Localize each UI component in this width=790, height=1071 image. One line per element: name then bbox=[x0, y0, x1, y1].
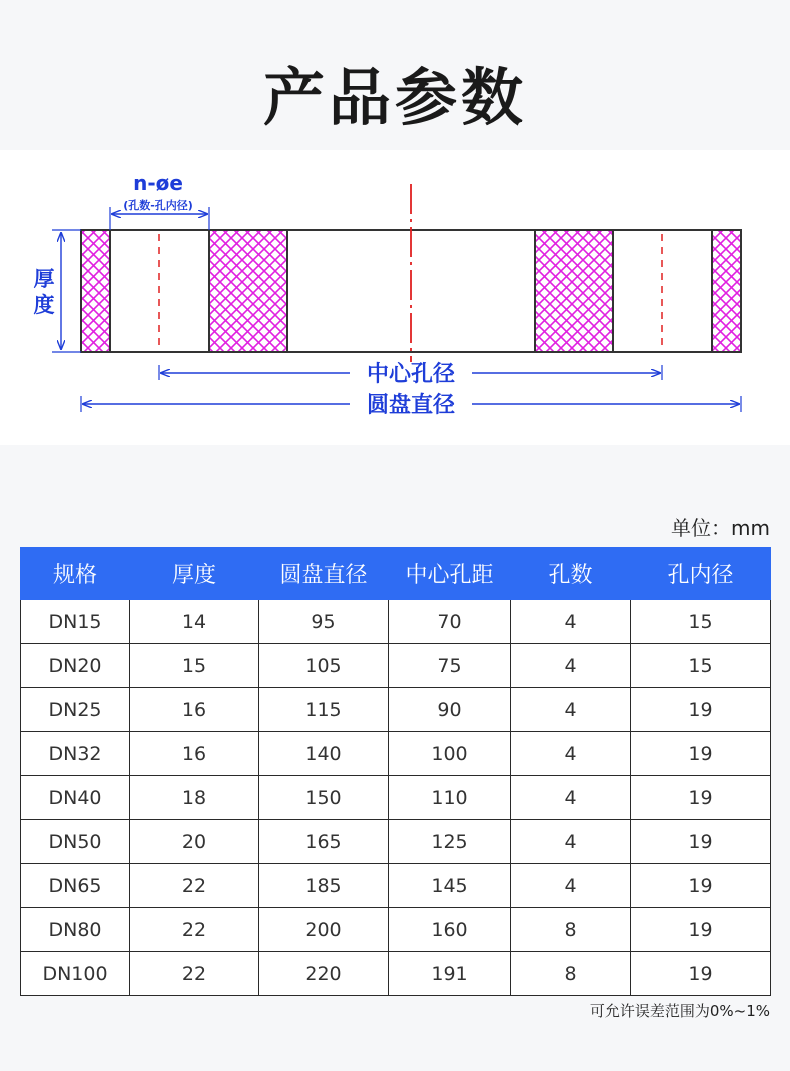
cell-spec: DN15 bbox=[21, 600, 130, 644]
table-row bbox=[21, 776, 771, 820]
flange-diagram bbox=[0, 150, 790, 445]
cell-thickness: 18 bbox=[130, 776, 259, 820]
table-row bbox=[21, 952, 771, 996]
cell-disc-diameter: 95 bbox=[259, 600, 389, 644]
cell-center-hole-distance: 110 bbox=[389, 776, 511, 820]
cell-hole-count: 8 bbox=[511, 952, 631, 996]
cell-hole-count: 4 bbox=[511, 732, 631, 776]
cell-thickness: 20 bbox=[130, 820, 259, 864]
cell-hole-count: 4 bbox=[511, 688, 631, 732]
cell-spec: DN25 bbox=[21, 688, 130, 732]
disc-diameter-label: 圆盘直径 bbox=[366, 393, 456, 418]
cell-hole-inner-diameter: 19 bbox=[631, 952, 771, 996]
header-hole-count: 孔数 bbox=[511, 548, 631, 600]
cell-disc-diameter: 115 bbox=[259, 688, 389, 732]
header-center-hole-distance: 中心孔距 bbox=[389, 548, 511, 600]
thickness-label-2: 度 bbox=[33, 293, 55, 317]
cell-spec: DN20 bbox=[21, 644, 130, 688]
cell-hole-inner-diameter: 19 bbox=[631, 864, 771, 908]
cell-disc-diameter: 140 bbox=[259, 732, 389, 776]
center-hole-label: 中心孔径 bbox=[366, 362, 456, 387]
cell-spec: DN40 bbox=[21, 776, 130, 820]
cell-disc-diameter: 150 bbox=[259, 776, 389, 820]
spec-table-header bbox=[21, 548, 771, 600]
table-row bbox=[21, 864, 771, 908]
cell-thickness: 16 bbox=[130, 732, 259, 776]
cell-spec: DN65 bbox=[21, 864, 130, 908]
table-row bbox=[21, 908, 771, 952]
cell-disc-diameter: 220 bbox=[259, 952, 389, 996]
cell-hole-count: 4 bbox=[511, 864, 631, 908]
cell-disc-diameter: 200 bbox=[259, 908, 389, 952]
header-disc-diameter: 圆盘直径 bbox=[259, 548, 389, 600]
cell-center-hole-distance: 100 bbox=[389, 732, 511, 776]
cell-thickness: 15 bbox=[130, 644, 259, 688]
cell-hole-inner-diameter: 15 bbox=[631, 600, 771, 644]
cell-spec: DN100 bbox=[21, 952, 130, 996]
header-hole-inner-diameter: 孔内径 bbox=[631, 548, 771, 600]
cell-center-hole-distance: 75 bbox=[389, 644, 511, 688]
cell-hole-inner-diameter: 19 bbox=[631, 908, 771, 952]
table-row bbox=[21, 732, 771, 776]
cell-center-hole-distance: 70 bbox=[389, 600, 511, 644]
flange-cross-section-svg bbox=[0, 150, 790, 445]
cell-thickness: 14 bbox=[130, 600, 259, 644]
hatch-section-right-outer bbox=[712, 230, 741, 352]
header-thickness: 厚度 bbox=[130, 548, 259, 600]
hole-label: n-øe bbox=[133, 171, 183, 195]
cell-hole-inner-diameter: 15 bbox=[631, 644, 771, 688]
hatch-section-left-inner bbox=[209, 230, 287, 352]
cell-center-hole-distance: 191 bbox=[389, 952, 511, 996]
cell-thickness: 16 bbox=[130, 688, 259, 732]
hatch-section-left-outer bbox=[81, 230, 110, 352]
cell-thickness: 22 bbox=[130, 952, 259, 996]
cell-center-hole-distance: 160 bbox=[389, 908, 511, 952]
thickness-label-1: 厚 bbox=[33, 267, 55, 291]
cell-hole-inner-diameter: 19 bbox=[631, 732, 771, 776]
cell-spec: DN50 bbox=[21, 820, 130, 864]
cell-hole-count: 4 bbox=[511, 600, 631, 644]
page-title: 产品参数 bbox=[262, 61, 527, 134]
cell-hole-count: 4 bbox=[511, 820, 631, 864]
cell-hole-inner-diameter: 19 bbox=[631, 776, 771, 820]
table-row bbox=[21, 600, 771, 644]
unit-label: 单位：mm bbox=[671, 516, 770, 540]
cell-center-hole-distance: 90 bbox=[389, 688, 511, 732]
header-spec: 规格 bbox=[21, 548, 130, 600]
tolerance-note: 可允许误差范围为0%~1% bbox=[589, 1002, 770, 1020]
cell-thickness: 22 bbox=[130, 864, 259, 908]
table-row bbox=[21, 644, 771, 688]
cell-hole-count: 4 bbox=[511, 644, 631, 688]
cell-spec: DN32 bbox=[21, 732, 130, 776]
cell-disc-diameter: 105 bbox=[259, 644, 389, 688]
cell-center-hole-distance: 125 bbox=[389, 820, 511, 864]
cell-disc-diameter: 185 bbox=[259, 864, 389, 908]
cell-hole-count: 4 bbox=[511, 776, 631, 820]
hole-sublabel: (孔数-孔内径) bbox=[123, 199, 193, 212]
cell-hole-inner-diameter: 19 bbox=[631, 820, 771, 864]
cell-center-hole-distance: 145 bbox=[389, 864, 511, 908]
table-row bbox=[21, 688, 771, 732]
cell-thickness: 22 bbox=[130, 908, 259, 952]
spec-table bbox=[20, 547, 771, 996]
cell-hole-inner-diameter: 19 bbox=[631, 688, 771, 732]
hatch-section-right-inner bbox=[535, 230, 613, 352]
cell-disc-diameter: 165 bbox=[259, 820, 389, 864]
cell-spec: DN80 bbox=[21, 908, 130, 952]
cell-hole-count: 8 bbox=[511, 908, 631, 952]
table-row bbox=[21, 820, 771, 864]
